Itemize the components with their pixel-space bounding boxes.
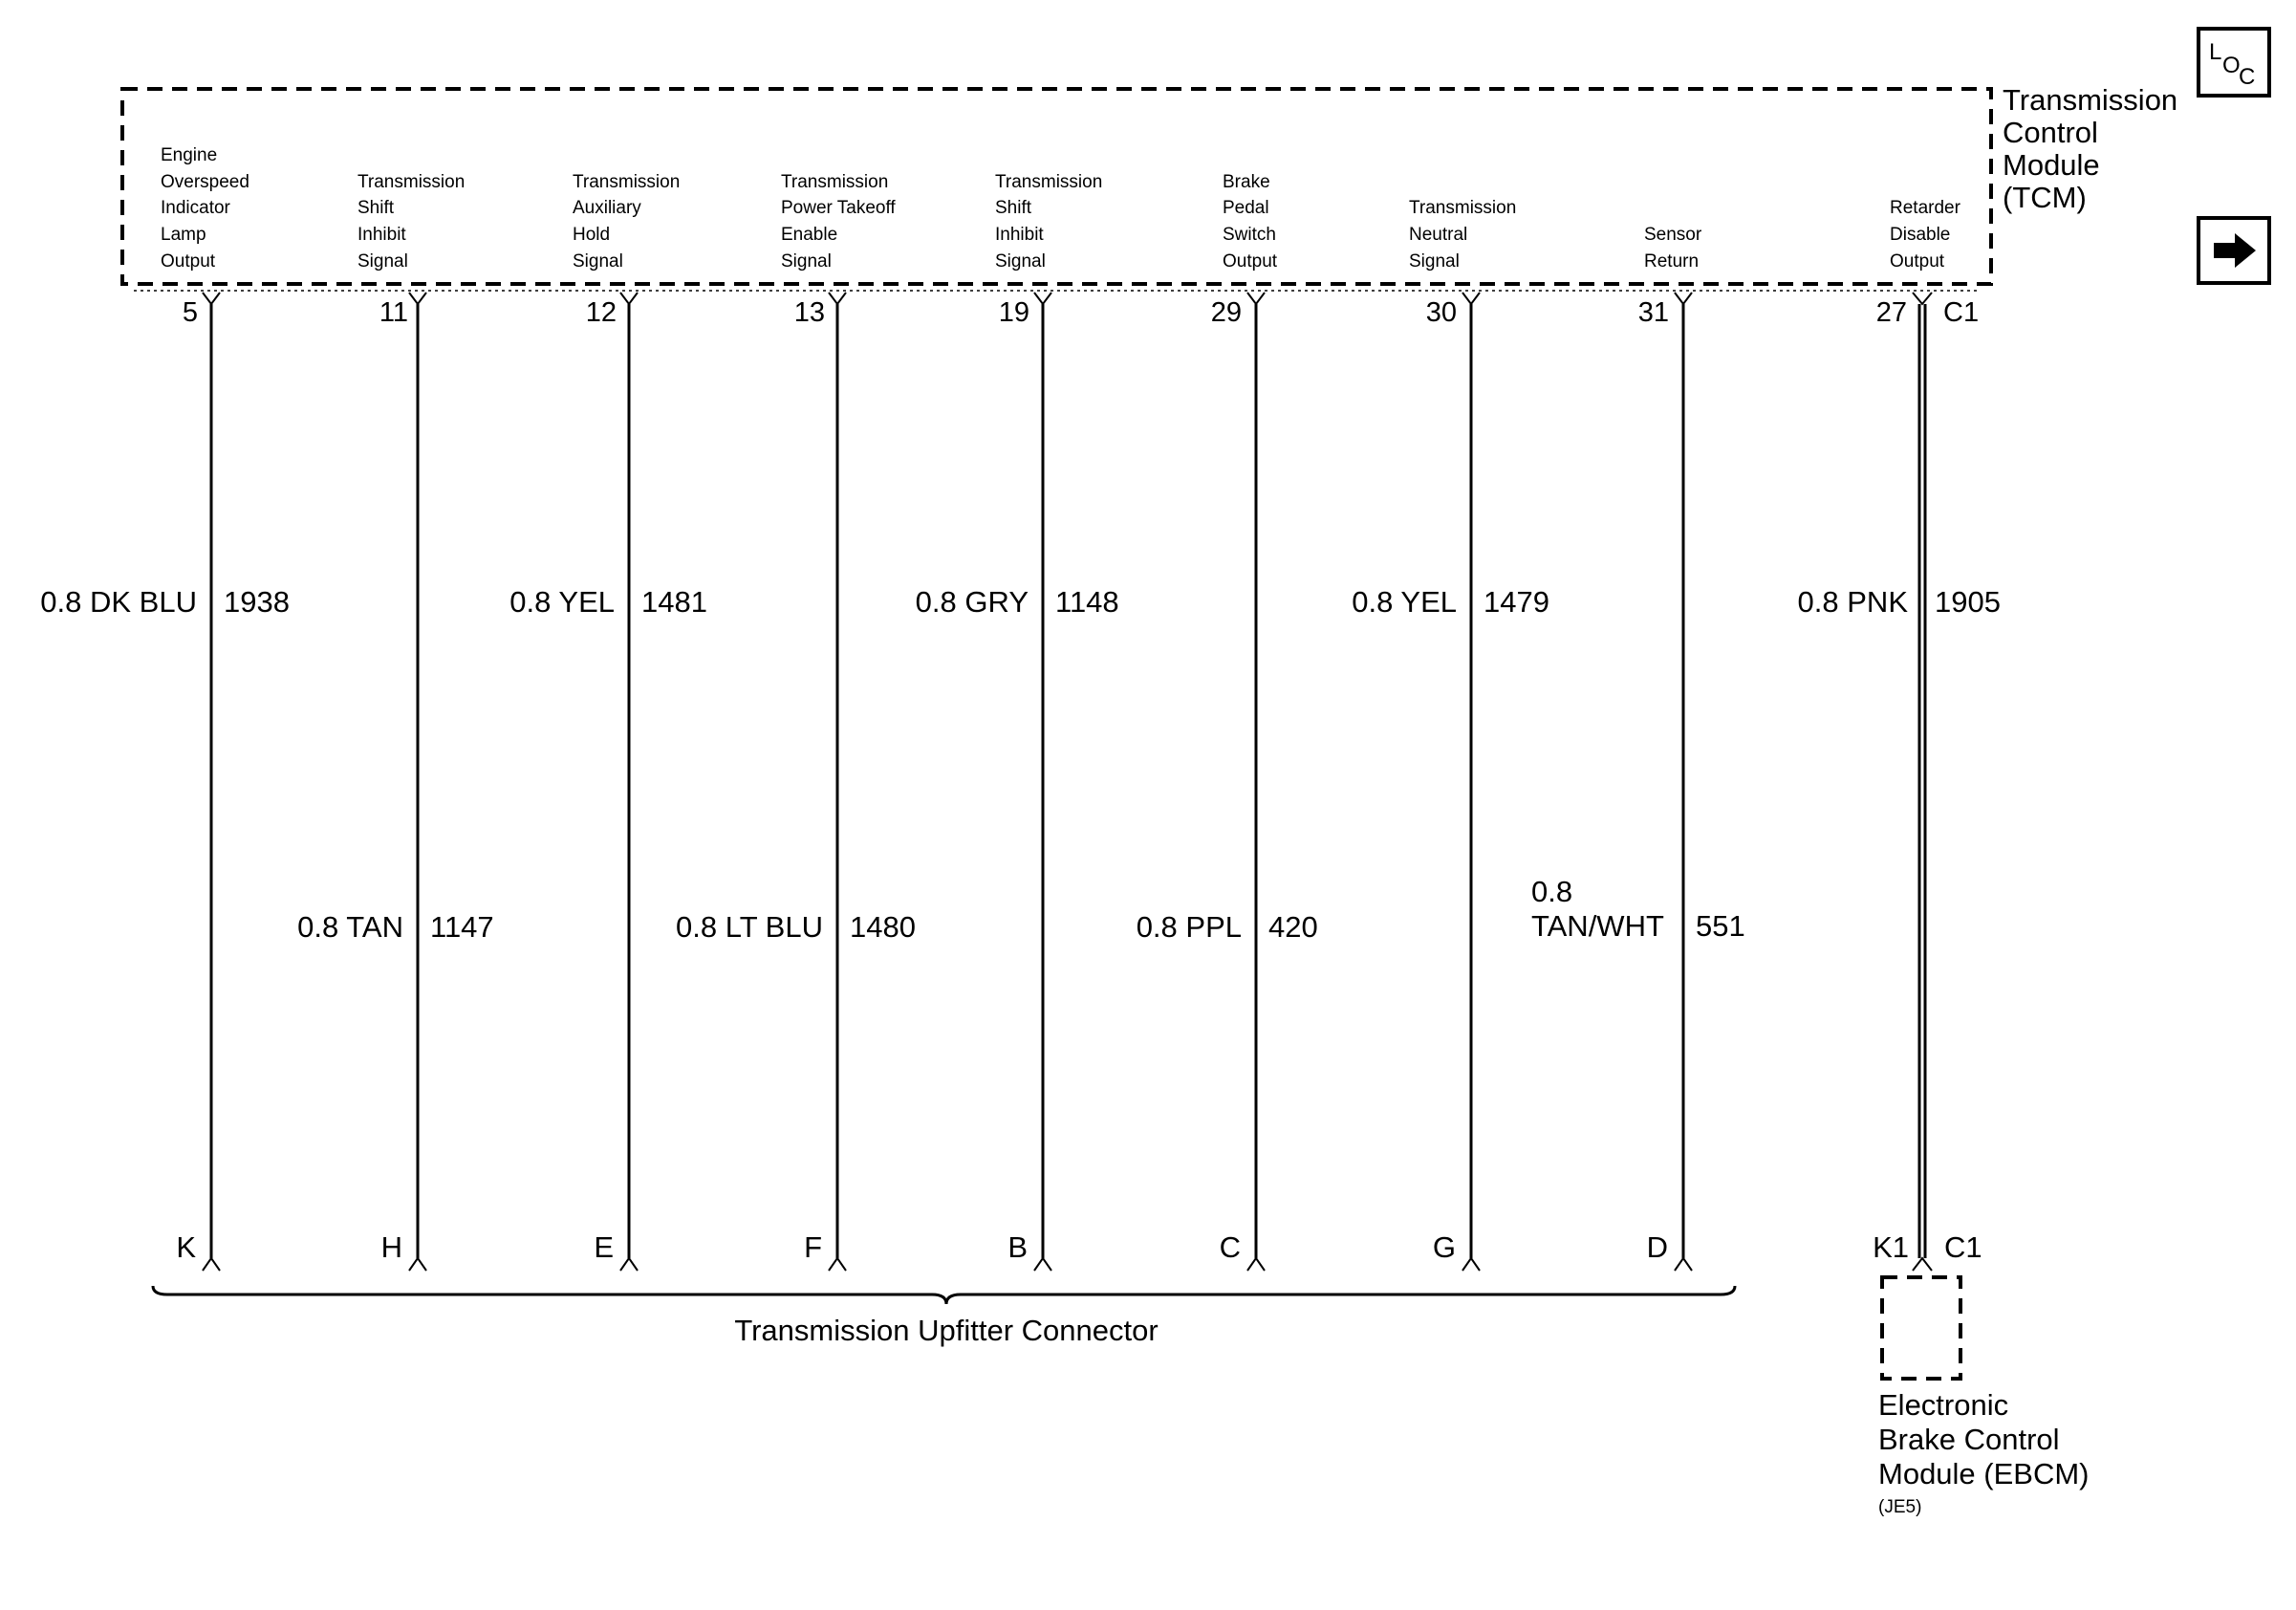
connector-terminal-bottom bbox=[409, 1258, 426, 1271]
pin-function-label bbox=[161, 145, 254, 272]
circuit-12 bbox=[509, 172, 707, 1271]
pin-function-line: Enable bbox=[781, 225, 838, 245]
pin-function-line: Power Takeoff bbox=[781, 198, 896, 218]
ebcm-name-line: Brake Control bbox=[1878, 1423, 2060, 1456]
circuit-number-label: 1905 bbox=[1935, 585, 2001, 619]
pin-function-line: Shift bbox=[357, 198, 395, 218]
upfitter-pin-letter: H bbox=[380, 1230, 402, 1264]
pin-function-line: Transmission bbox=[1409, 198, 1517, 218]
pin-function-label bbox=[573, 172, 685, 272]
circuit-19 bbox=[916, 172, 1119, 1271]
wire-color-label: 0.8 GRY bbox=[915, 585, 1029, 619]
pin-function-line: Return bbox=[1644, 251, 1700, 272]
wire-color-label: 0.8 PPL bbox=[1136, 910, 1242, 944]
pin-function-line: Transmission bbox=[357, 172, 466, 192]
pin-function-line: Output bbox=[1223, 251, 1278, 272]
wire-color-label: 0.8 YEL bbox=[1352, 585, 1457, 619]
tcm-pin-number: 29 bbox=[1210, 297, 1242, 328]
wire-color-line: 0.8 bbox=[1531, 875, 1573, 908]
tcm-connector-id: C1 bbox=[1943, 297, 1980, 328]
pin-function-line: Signal bbox=[573, 251, 623, 272]
circuit-13 bbox=[676, 172, 916, 1271]
upfitter-pin-letter: K bbox=[176, 1230, 196, 1264]
pin-function-label bbox=[1409, 198, 1522, 272]
right-arrow-icon[interactable] bbox=[2199, 218, 2269, 283]
upfitter-pin-letter: B bbox=[1007, 1230, 1028, 1264]
tcm-pin-number: 12 bbox=[585, 297, 617, 328]
upfitter-connector-label: Transmission Upfitter Connector bbox=[734, 1314, 1159, 1347]
circuit-number-label: 1481 bbox=[641, 585, 707, 619]
tcm-pin-number: 11 bbox=[379, 297, 408, 328]
upfitter-pin-letter: D bbox=[1646, 1230, 1668, 1264]
pin-function-line: Transmission bbox=[995, 172, 1103, 192]
tcm-name bbox=[2003, 83, 2186, 214]
ebcm-module-box bbox=[1882, 1277, 1960, 1379]
connector-terminal-bottom bbox=[1675, 1258, 1692, 1271]
ebcm-option-code: (JE5) bbox=[1878, 1497, 1922, 1517]
pin-function-line: Signal bbox=[357, 251, 408, 272]
tcm-name-line: Module bbox=[2003, 148, 2100, 182]
wire-color-label: 0.8 TAN bbox=[297, 910, 403, 944]
wire-color-label: 0.8 LT BLU bbox=[676, 910, 823, 944]
connector-terminal-bottom bbox=[1247, 1258, 1265, 1271]
connector-terminal-top bbox=[203, 293, 220, 304]
pin-function-line: Signal bbox=[781, 251, 832, 272]
pin-function-line: Engine bbox=[161, 145, 218, 165]
pin-function-label bbox=[995, 172, 1108, 272]
circuit-31 bbox=[1531, 225, 1745, 1271]
pin-function-label bbox=[1890, 198, 1965, 272]
pin-function-line: Overspeed bbox=[161, 172, 249, 192]
upfitter-pin-letter: G bbox=[1432, 1230, 1456, 1264]
connector-terminal-top bbox=[829, 293, 846, 304]
circuit-number-label: 1480 bbox=[850, 910, 916, 944]
pin-function-line: Output bbox=[161, 251, 216, 272]
upfitter-pin-letter: E bbox=[594, 1230, 614, 1264]
pin-function-line: Shift bbox=[995, 198, 1032, 218]
circuit-number-label: 551 bbox=[1696, 909, 1745, 943]
tcm-name-line: Control bbox=[2003, 116, 2098, 149]
connector-terminal-bottom bbox=[1462, 1258, 1480, 1271]
ebcm-connector-id: C1 bbox=[1944, 1230, 1982, 1264]
pin-function-line: Transmission bbox=[573, 172, 681, 192]
connector-terminal-top bbox=[1034, 293, 1051, 304]
circuit-30 bbox=[1352, 198, 1549, 1271]
pin-function-line: Disable bbox=[1890, 225, 1951, 245]
loc-icon-letter: O bbox=[2222, 53, 2241, 78]
pin-function-line: Signal bbox=[1409, 251, 1460, 272]
wire-color-label: 0.8 DK BLU bbox=[40, 585, 197, 619]
connector-terminal-top bbox=[1462, 293, 1480, 304]
wire-color-line: TAN/WHT bbox=[1531, 909, 1664, 943]
connector-terminal-top bbox=[409, 293, 426, 304]
connector-terminal-top bbox=[1913, 293, 1932, 304]
tcm-pin-number: 30 bbox=[1425, 297, 1457, 328]
connector-terminal-top bbox=[1247, 293, 1265, 304]
circuit-number-label: 1938 bbox=[224, 585, 290, 619]
pin-function-label bbox=[1644, 225, 1706, 272]
connector-terminal-bottom bbox=[829, 1258, 846, 1271]
pin-function-line: Indicator bbox=[161, 198, 230, 218]
connector-terminal-bottom bbox=[203, 1258, 220, 1271]
ebcm-name bbox=[1878, 1388, 2090, 1490]
circuit-5 bbox=[40, 145, 290, 1271]
loc-icon-letter: L bbox=[2209, 39, 2222, 65]
pin-function-label bbox=[781, 172, 900, 272]
pin-function-line: Signal bbox=[995, 251, 1046, 272]
circuit-11 bbox=[297, 172, 494, 1271]
pin-function-line: Transmission bbox=[781, 172, 889, 192]
pin-function-line: Hold bbox=[573, 225, 611, 245]
pin-function-line: Switch bbox=[1223, 225, 1276, 245]
pin-function-line: Neutral bbox=[1409, 225, 1468, 245]
circuit-number-label: 420 bbox=[1268, 910, 1318, 944]
tcm-name-line: Transmission bbox=[2003, 83, 2178, 117]
tcm-pin-number: 19 bbox=[998, 297, 1029, 328]
pin-function-line: Output bbox=[1890, 251, 1945, 272]
circuit-27 bbox=[1798, 198, 2001, 1271]
wire-color-label bbox=[1531, 875, 1664, 943]
tcm-pin-number: 31 bbox=[1637, 297, 1669, 328]
tcm-name-line: (TCM) bbox=[2003, 181, 2087, 214]
pin-function-line: Inhibit bbox=[995, 225, 1044, 245]
connector-terminal-top bbox=[1675, 293, 1692, 304]
wire-color-label: 0.8 PNK bbox=[1797, 585, 1908, 619]
tcm-pin-number: 5 bbox=[182, 297, 198, 328]
tcm-pin-number: 13 bbox=[793, 297, 825, 328]
ebcm-name-line: Electronic bbox=[1878, 1388, 2009, 1422]
upfitter-pin-letter: C bbox=[1219, 1230, 1241, 1264]
connector-terminal-top bbox=[620, 293, 638, 304]
pin-function-line: Brake bbox=[1223, 172, 1270, 192]
pin-function-line: Sensor bbox=[1644, 225, 1702, 245]
ebcm-pin-label: K1 bbox=[1873, 1230, 1909, 1264]
circuit-number-label: 1479 bbox=[1484, 585, 1549, 619]
pin-function-line: Lamp bbox=[161, 225, 206, 245]
pin-function-label bbox=[357, 172, 470, 272]
circuit-29 bbox=[1137, 172, 1318, 1271]
ebcm-name-line: Module (EBCM) bbox=[1878, 1457, 2090, 1490]
tcm-pin-number: 27 bbox=[1875, 297, 1907, 328]
pin-function-line: Inhibit bbox=[357, 225, 406, 245]
upfitter-pin-letter: F bbox=[804, 1230, 822, 1264]
upfitter-connector-brace bbox=[153, 1286, 1735, 1304]
connector-terminal-bottom bbox=[1913, 1258, 1932, 1271]
pin-function-line: Auxiliary bbox=[573, 198, 641, 218]
circuit-number-label: 1147 bbox=[430, 910, 494, 944]
connector-terminal-bottom bbox=[620, 1258, 638, 1271]
pin-function-line: Pedal bbox=[1223, 198, 1269, 218]
connector-terminal-bottom bbox=[1034, 1258, 1051, 1271]
circuit-number-label: 1148 bbox=[1055, 585, 1119, 619]
loc-icon[interactable] bbox=[2199, 29, 2269, 96]
loc-icon-letter: C bbox=[2239, 64, 2256, 90]
wire-color-label: 0.8 YEL bbox=[509, 585, 615, 619]
pin-function-label bbox=[1223, 172, 1281, 272]
pin-function-line: Retarder bbox=[1890, 198, 1960, 218]
